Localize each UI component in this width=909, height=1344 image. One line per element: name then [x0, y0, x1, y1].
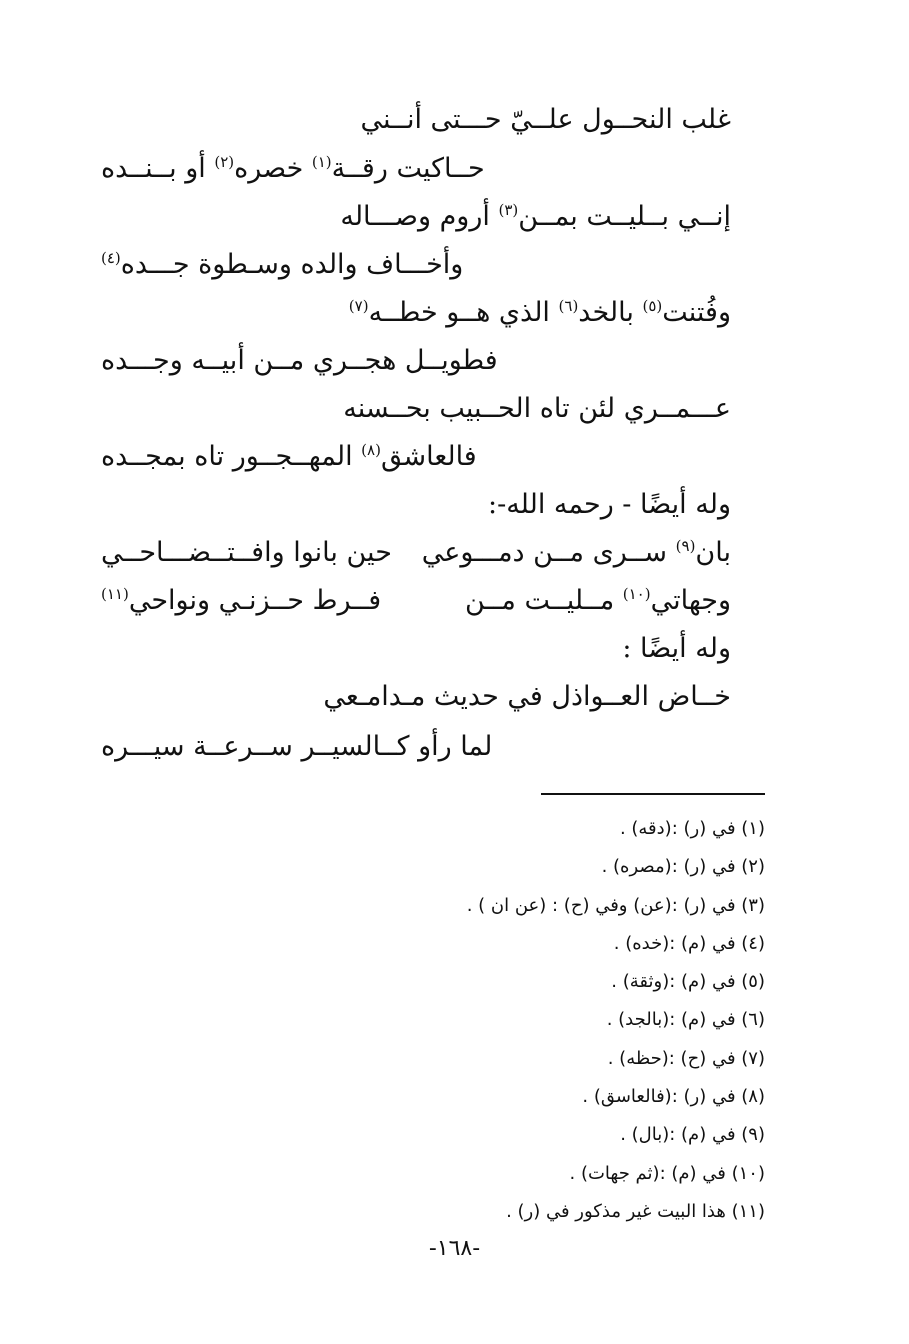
verse-text: خصره — [234, 153, 312, 184]
verse-1-second-hemistich — [101, 149, 731, 189]
footnote: (٢) في (ر) :(مصره) . — [601, 856, 765, 878]
footnote-marker: (١١) — [101, 585, 129, 603]
verse-text: وأخـــاف والده وسـطوة جـــده — [120, 249, 464, 280]
verse-text: فالعاشق — [380, 441, 477, 472]
footnote: (٦) في (م) :(بالجد) . — [606, 1009, 765, 1031]
verse-text: وجهاتي — [650, 585, 731, 616]
footnote-marker: (١٠) — [622, 585, 651, 603]
verse-text: أروم وصـــاله — [340, 201, 499, 232]
verse-text: بالخد — [578, 297, 643, 328]
verse-5-second-hemistich — [101, 727, 731, 767]
footnote-marker: (٧) — [348, 297, 369, 315]
verse-text: فطويــل هجــري مــن أبيــه وجـــده — [101, 345, 498, 376]
verse-text: ســرى مــن دمـــوعي — [421, 537, 676, 568]
footnote: (١١) هذا البيت غير مذكور في (ر) . — [506, 1200, 765, 1222]
poem-introduction — [622, 629, 731, 669]
verse-text: الذي هــو خطــه — [368, 297, 559, 328]
footnote: (٨) في (ر) :(فالعاسق) . — [582, 1086, 765, 1108]
footnote: (٣) في (ر) :(عن) وفي (ح) : (عن ان ) . — [466, 894, 765, 916]
verse-text: بان — [695, 537, 731, 568]
footnote: (٧) في (ح) :(حظه) . — [607, 1047, 765, 1069]
verse-text: لما رأو كــالسيــر ســرعــة سيـــره — [101, 731, 493, 762]
verse-2-second-hemistich — [101, 245, 731, 285]
second-hemistich — [101, 581, 381, 621]
verse-5-first-hemistich — [323, 677, 731, 717]
footnote-marker: (٦) — [558, 297, 579, 315]
verse-text: أو بــنــده — [101, 153, 215, 184]
footnote-marker: (٢) — [214, 153, 235, 171]
first-hemistich — [422, 533, 731, 573]
footnote: (٥) في (م) :(وثقة) . — [611, 971, 765, 993]
verse-text: غلب النحــول علــيّ حـــتى أنــني — [360, 104, 731, 135]
footnote-separator — [541, 793, 765, 795]
verse-4-second-hemistich — [101, 437, 731, 477]
footnotes-list — [467, 810, 765, 1231]
verse-text: المهــجــور تاه بمجــده — [101, 441, 362, 472]
footnote-marker: (٨) — [361, 441, 381, 459]
footnote: (٩) في (م) :(بال) . — [620, 1124, 765, 1146]
footnote: (١٠) في (م) :(ثم جهات) . — [569, 1162, 765, 1184]
footnote-marker: (٣) — [498, 201, 519, 219]
verse-text: حــاكيت رقــة — [331, 153, 485, 184]
verse-2-first-hemistich — [340, 197, 731, 237]
footnote-marker: (٥) — [642, 297, 663, 315]
verse-text: خــاض العــواذل في حديث مـدامـعي — [323, 681, 731, 712]
footnote-marker: (٩) — [675, 537, 696, 555]
verse-1-first-hemistich — [360, 100, 731, 140]
footnote: (١) في (ر) :(دقه) . — [619, 818, 765, 839]
verse-4-first-hemistich — [343, 389, 731, 429]
page-number: -١٦٨- — [428, 1236, 481, 1261]
intro-text: وله أيضًا : — [622, 633, 731, 664]
verse-text: حين بانوا وافــتــضـــاحــي — [101, 537, 392, 568]
footnote-marker: (٤) — [101, 249, 121, 267]
intro-text: وله أيضًا - رحمه الله-: — [487, 489, 731, 520]
verse-text: مــليــت مــن — [465, 585, 623, 616]
verse-text: عـــمــري لئن تاه الحــبيب بحــسنه — [343, 393, 731, 424]
verse-text: وفُتنت — [662, 297, 731, 328]
verse-text: فــرط حــزنـي ونواحي — [128, 585, 382, 616]
footnote: (٤) في (م) :(خده) . — [613, 932, 765, 954]
verse-3-second-hemistich — [101, 341, 731, 381]
verse-text: إنــي بــليــت بمــن — [518, 201, 731, 232]
second-hemistich — [101, 533, 392, 573]
poem-introduction — [488, 485, 731, 525]
first-hemistich — [465, 581, 731, 621]
verse-3-first-hemistich — [349, 293, 731, 333]
footnote-marker: (١) — [311, 153, 332, 171]
